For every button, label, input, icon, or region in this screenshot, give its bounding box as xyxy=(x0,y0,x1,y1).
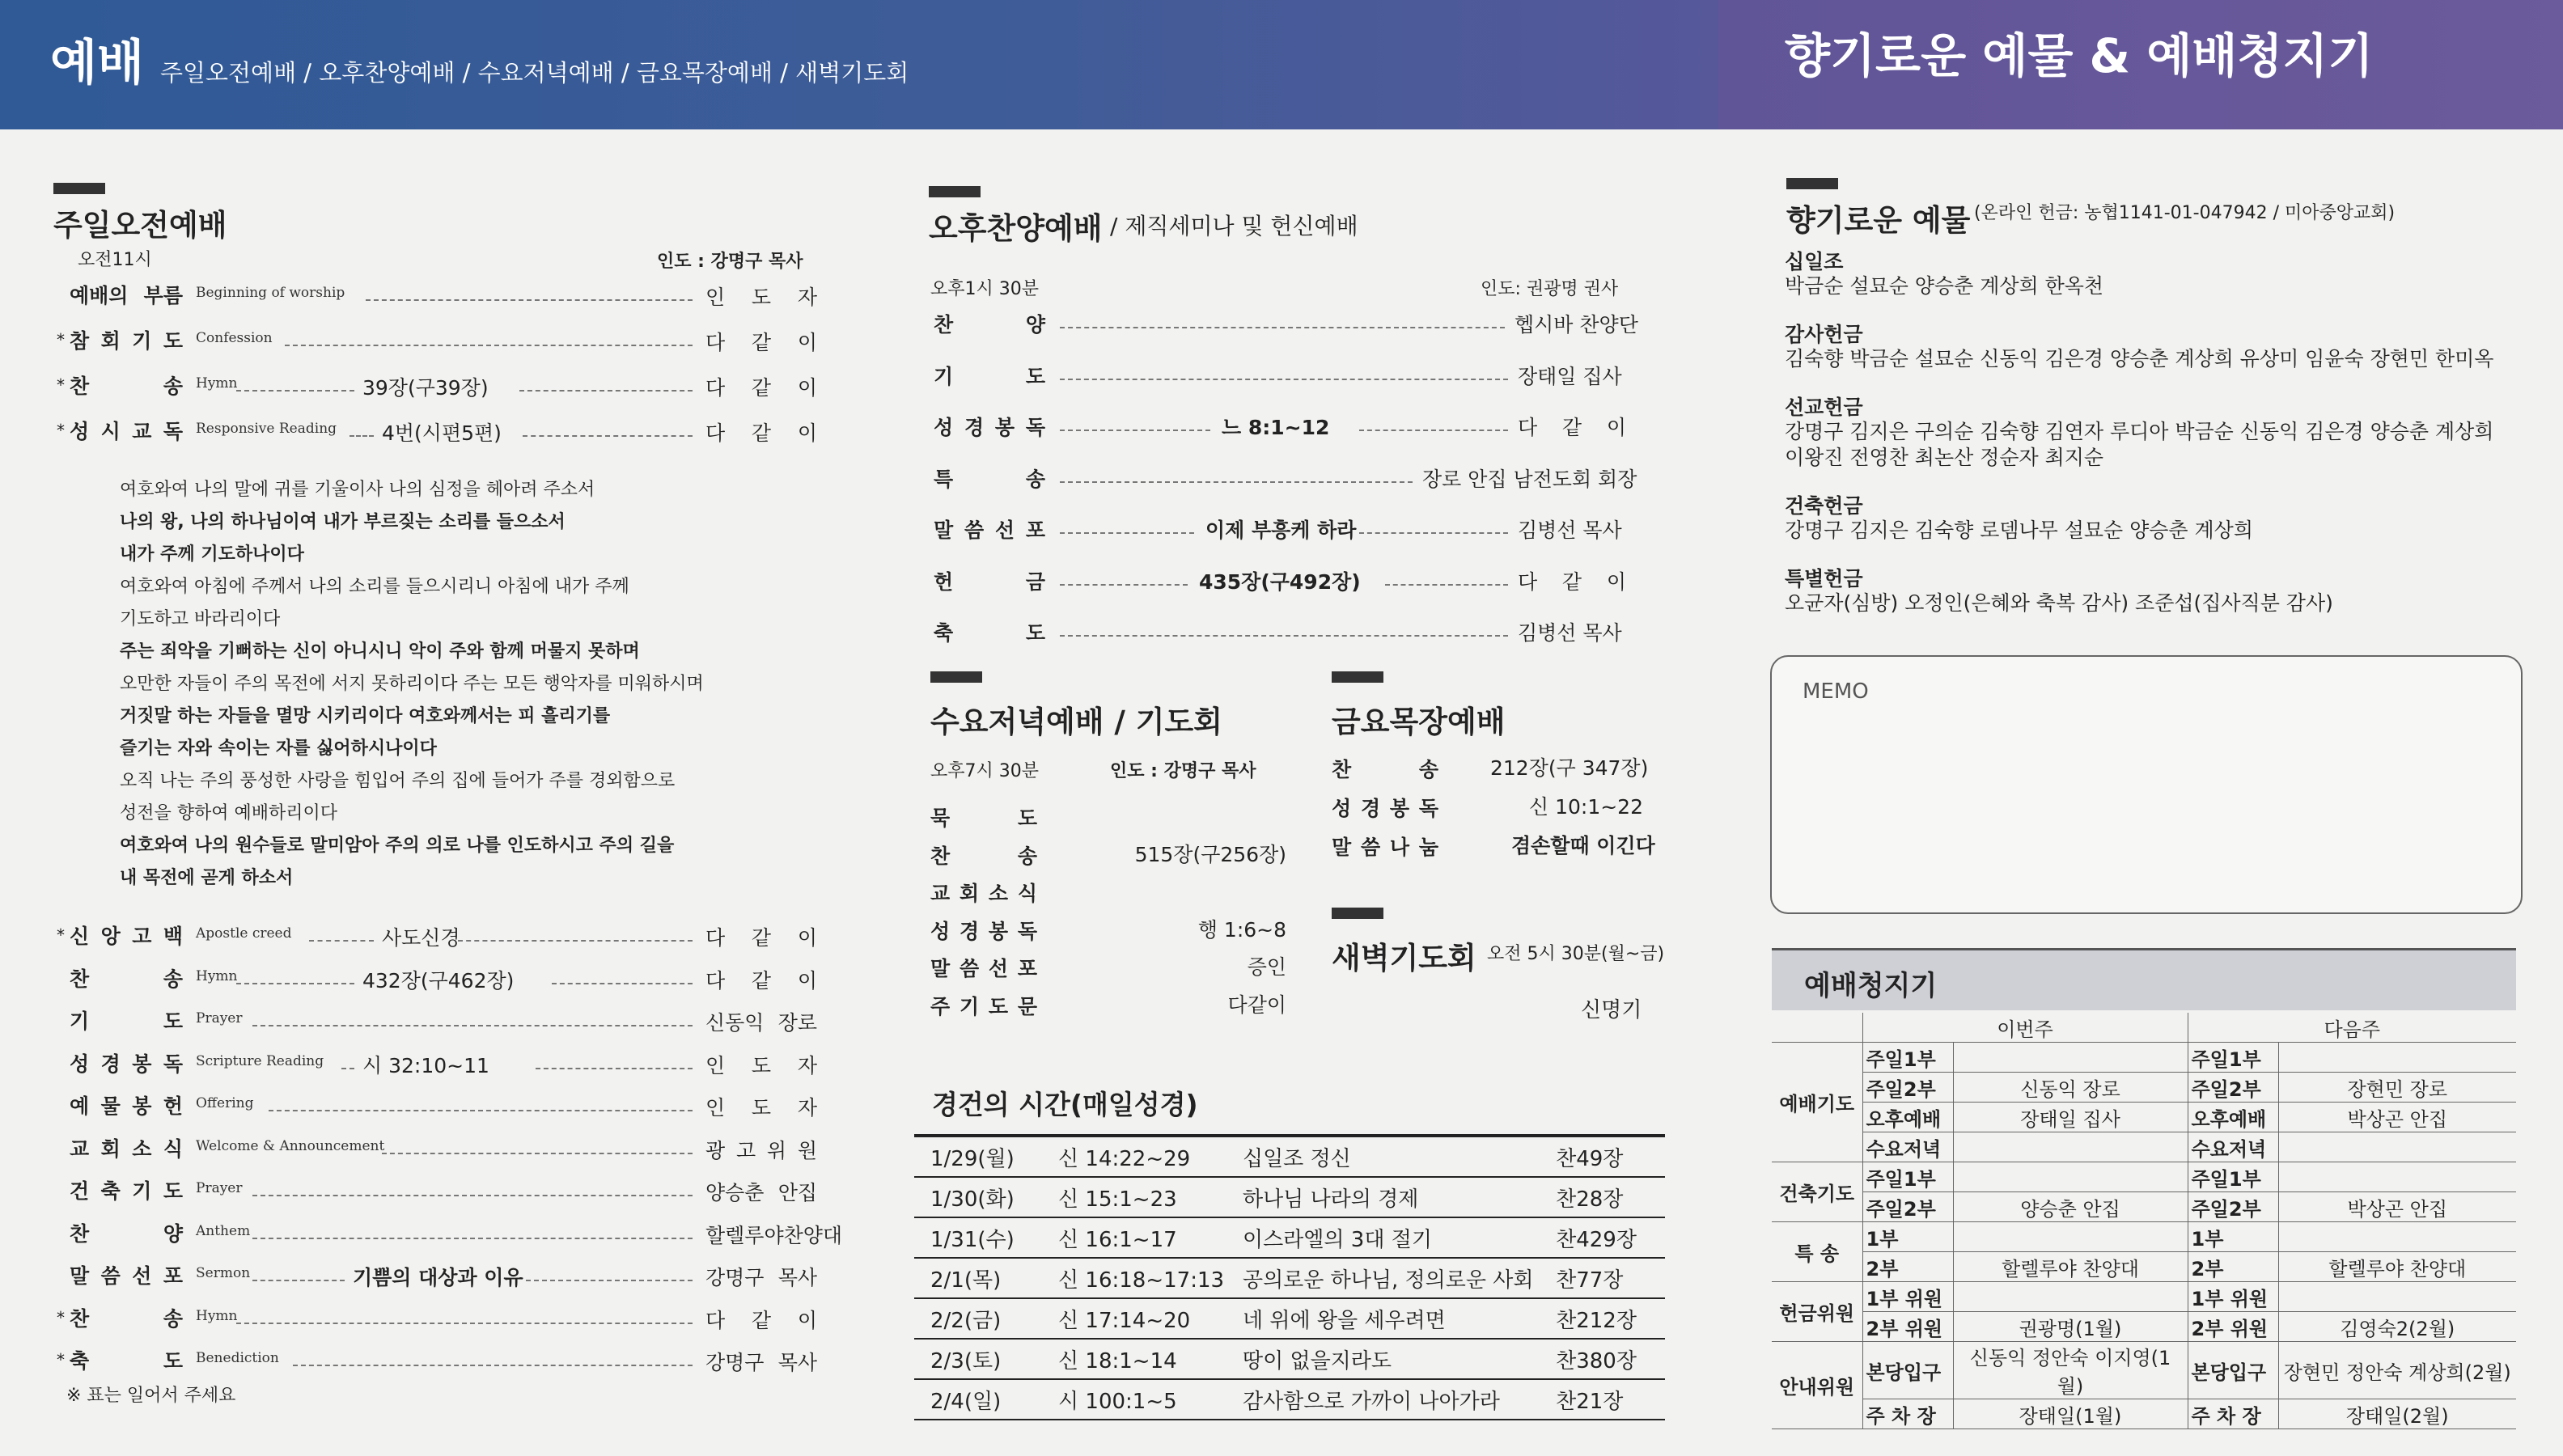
order-item-en: Beginning of worship xyxy=(196,285,345,301)
stewards-row xyxy=(1772,1312,2516,1342)
reading-line: 기도하고 바라리이다 xyxy=(120,609,281,629)
offering-group-label: 선교헌금 xyxy=(1785,396,1863,419)
stewards-category: 건축기도 xyxy=(1772,1162,1862,1222)
dawn-time: 오전 5시 30분(월~금) xyxy=(1487,944,1665,964)
order-item-leader: 신동익 장로 xyxy=(705,1011,817,1035)
pm-item-name: 기 도 xyxy=(934,364,1045,388)
leader-dots xyxy=(366,299,693,301)
reading-line: 여호와여 아침에 주께서 나의 소리를 들으시리니 아침에 내가 주께 xyxy=(120,577,629,597)
wednesday-title: 수요저녁예배 / 기도회 xyxy=(930,705,1222,739)
pm-item-detail: 이제 부흥케 하라 xyxy=(1205,518,1357,542)
wed-item-name: 찬 송 xyxy=(930,844,1037,868)
order-item-name: 찬 송 xyxy=(70,1306,183,1331)
devotion-date: 1/30(화) xyxy=(914,1177,1058,1217)
leader-dots xyxy=(1060,430,1210,431)
order-item-detail: 4번(시편5편) xyxy=(382,421,502,445)
fri-item-detail: 212장(구 347장) xyxy=(1490,756,1649,780)
order-item-en: Offering xyxy=(196,1095,254,1111)
stewards-title: 예배청지기 xyxy=(1804,970,1938,1002)
stewards-category: 특 송 xyxy=(1772,1222,1862,1282)
memo-box[interactable] xyxy=(1770,655,2523,914)
standing-mark: * xyxy=(57,375,65,395)
stewards-sub: 오후예배 xyxy=(1862,1103,1953,1132)
order-item-leader: 강명구 목사 xyxy=(705,1266,817,1289)
devotion-table xyxy=(914,1134,1665,1420)
stewards-next-week xyxy=(2278,1282,2516,1312)
order-item-leader: 할렐루야찬양대 xyxy=(705,1223,843,1247)
order-item-name: 찬 양 xyxy=(70,1221,183,1246)
header-title: 예배 xyxy=(50,35,144,91)
stewards-next-week xyxy=(2278,1162,2516,1192)
order-item-detail: 432장(구462장) xyxy=(362,968,515,993)
stewards-row xyxy=(1772,1162,2516,1192)
devotion-hymn: 찬212장 xyxy=(1556,1298,1665,1339)
order-item-leader: 다 같 이 xyxy=(705,926,817,950)
devotion-hymn: 찬49장 xyxy=(1556,1136,1665,1177)
stewards-this-week: 할렐루야 찬양대 xyxy=(1953,1252,2188,1282)
order-item-en: Prayer xyxy=(196,1180,243,1196)
pm-item-name: 말 씀 선 포 xyxy=(934,518,1045,542)
stewards-this-week xyxy=(1953,1282,2188,1312)
standing-note: ※ 표는 일어서 주세요 xyxy=(66,1386,236,1406)
offering-group-label: 감사헌금 xyxy=(1785,323,1863,346)
devotion-row xyxy=(914,1136,1665,1177)
stewards-next-week: 장현민 장로 xyxy=(2278,1073,2516,1103)
wed-item-name: 말 씀 선 포 xyxy=(930,957,1037,980)
wed-item-detail: 다같이 xyxy=(1227,993,1286,1017)
reading-line: 오만한 자들이 주의 목전에 서지 못하리이다 주는 모든 행악자를 미워하시며 xyxy=(120,674,704,694)
leader-dots xyxy=(269,1110,693,1111)
stewards-sub: 본당입구 xyxy=(1862,1342,1953,1399)
leader-dots xyxy=(1060,584,1188,586)
leader-dots xyxy=(1060,481,1413,483)
header-right-title: 향기로운 예물 & 예배청지기 xyxy=(1785,28,2374,83)
stewards-next-week xyxy=(2278,1132,2516,1162)
devotion-row xyxy=(914,1217,1665,1258)
stewards-sub-next: 본당입구 xyxy=(2188,1342,2278,1399)
order-item-en: Welcome & Announcement xyxy=(196,1137,385,1154)
order-item-name: 건 축 기 도 xyxy=(70,1179,183,1203)
stewards-sub: 주일1부 xyxy=(1862,1043,1953,1073)
order-item-name: 예 물 봉 헌 xyxy=(70,1094,183,1118)
devotion-date: 1/31(수) xyxy=(914,1217,1058,1258)
order-item-leader: 양승춘 안집 xyxy=(705,1181,817,1204)
order-item-en: Hymn xyxy=(196,967,238,984)
offering-names: 강명구 김지은 김숙향 로뎀나무 설묘순 양승춘 계상희 xyxy=(1785,518,2253,542)
stewards-next-week xyxy=(2278,1222,2516,1252)
stewards-this-week: 권광명(1월) xyxy=(1953,1312,2188,1342)
stewards-sub-next: 주일2부 xyxy=(2188,1192,2278,1222)
offering-group-label: 특별헌금 xyxy=(1785,567,1863,590)
stewards-next-week: 장현민 정안숙 계상희(2월) xyxy=(2278,1342,2516,1399)
stewards-sub-next: 주일1부 xyxy=(2188,1162,2278,1192)
offering-account: (온라인 헌금: 농협1141-01-047942 / 미아중앙교회) xyxy=(1974,203,2396,223)
order-item-leader: 인 도 자 xyxy=(705,1096,817,1120)
order-item-en: Hymn xyxy=(196,375,238,392)
wed-item-name: 성 경 봉 독 xyxy=(930,919,1037,943)
order-item-leader: 인 도 자 xyxy=(705,286,817,309)
devotion-row xyxy=(914,1177,1665,1217)
reading-line: 내가 주께 기도하나이다 xyxy=(120,544,304,565)
order-item-detail: 39장(구39장) xyxy=(362,376,489,400)
order-item-en: Hymn xyxy=(196,1307,238,1324)
order-item-en: Prayer xyxy=(196,1010,243,1026)
pm-item-detail: 느 8:1~12 xyxy=(1222,416,1330,439)
stewards-sub-next: 오후예배 xyxy=(2188,1103,2278,1132)
stewards-sub: 1부 위원 xyxy=(1862,1282,1953,1312)
order-item-name: 기 도 xyxy=(70,1009,183,1033)
offering-names: 이왕진 전영찬 최논산 정순자 최지순 xyxy=(1785,446,2104,469)
leader-dots xyxy=(293,1365,693,1366)
friday-title: 금요목장예배 xyxy=(1332,705,1506,739)
stewards-sub-next: 수요저녁 xyxy=(2188,1132,2278,1162)
order-item-leader: 다 같 이 xyxy=(705,1308,817,1332)
order-item-name: 성 경 봉 독 xyxy=(70,1052,183,1076)
devotion-ref: 신 18:1~14 xyxy=(1058,1339,1243,1379)
leader-dots xyxy=(523,435,693,437)
offering-names: 박금순 설묘순 양승춘 계상희 한옥천 xyxy=(1785,274,2104,298)
devotion-hymn: 찬429장 xyxy=(1556,1217,1665,1258)
devotion-ref: 신 16:1~17 xyxy=(1058,1217,1243,1258)
offering-names: 김숙향 박금순 설묘순 신동익 김은경 양승춘 계상희 유상미 임윤숙 장현민 한미옥 xyxy=(1785,347,2494,370)
reading-line: 주는 죄악을 기뻐하는 신이 아니시니 악이 주와 함께 머물지 못하며 xyxy=(120,641,640,662)
devotion-theme: 공의로운 하나님, 정의로운 사회 xyxy=(1243,1258,1556,1298)
sunday-pm-title: 오후찬양예배 xyxy=(929,211,1103,246)
stewards-row xyxy=(1772,1103,2516,1132)
standing-mark: * xyxy=(57,330,65,349)
leader-dots xyxy=(309,940,374,942)
order-item-name: 말 씀 선 포 xyxy=(70,1264,183,1288)
devotion-hymn: 찬28장 xyxy=(1556,1177,1665,1217)
fri-item-name: 성 경 봉 독 xyxy=(1332,797,1438,820)
leader-dots xyxy=(458,940,693,942)
fri-item-name: 찬 송 xyxy=(1332,758,1438,781)
pm-item-leader: 장로 안집 남전도회 회장 xyxy=(1422,467,1637,491)
reading-line: 여호와여 나의 말에 귀를 기울이사 나의 심정을 헤아려 주소서 xyxy=(120,480,595,500)
section-marker xyxy=(929,186,981,197)
pm-item-leader: 김병선 목사 xyxy=(1518,621,1622,645)
devotion-theme: 땅이 없을지라도 xyxy=(1243,1339,1556,1379)
devotion-theme: 십일조 정신 xyxy=(1243,1136,1556,1177)
offering-group-label: 건축헌금 xyxy=(1785,494,1863,518)
standing-mark: * xyxy=(57,925,65,945)
dawn-text: 신명기 xyxy=(1581,998,1642,1022)
leader-dots xyxy=(519,390,693,392)
wed-item-name: 교 회 소 식 xyxy=(930,882,1037,905)
section-marker xyxy=(53,183,105,194)
reading-line: 거짓말 하는 자들을 멸망 시키리이다 여호와께서는 피 흘리기를 xyxy=(120,706,611,726)
section-marker xyxy=(1332,671,1383,683)
devotion-theme: 이스라엘의 3대 절기 xyxy=(1243,1217,1556,1258)
stewards-this-week xyxy=(1953,1132,2188,1162)
order-item-leader: 강명구 목사 xyxy=(705,1351,817,1374)
leader-dots xyxy=(252,1025,693,1026)
fri-item-detail: 겸손할때 이긴다 xyxy=(1511,834,1655,857)
stewards-row xyxy=(1772,1399,2516,1429)
leader-dots xyxy=(285,345,693,346)
order-item-name: 신 앙 고 백 xyxy=(70,925,183,948)
order-item-leader: 다 같 이 xyxy=(705,331,817,354)
wed-item-detail: 증인 xyxy=(1247,955,1286,979)
standing-mark: * xyxy=(57,421,65,440)
stewards-sub: 수요저녁 xyxy=(1862,1132,1953,1162)
stewards-row xyxy=(1772,1192,2516,1222)
pm-item-leader: 다 같 이 xyxy=(1518,569,1626,594)
order-item-detail: 사도신경 xyxy=(382,926,460,950)
pm-item-name: 헌 금 xyxy=(934,569,1045,594)
stewards-next-week xyxy=(2278,1043,2516,1073)
order-item-leader: 다 같 이 xyxy=(705,421,817,445)
stewards-this-week: 양승춘 안집 xyxy=(1953,1192,2188,1222)
reading-line: 성전을 향하여 예배하리이다 xyxy=(120,803,338,823)
dawn-title: 새벽기도회 xyxy=(1332,941,1476,976)
devotion-row xyxy=(914,1379,1665,1420)
standing-mark: * xyxy=(57,1307,65,1327)
stewards-sub: 1부 xyxy=(1862,1222,1953,1252)
order-item-leader: 다 같 이 xyxy=(705,968,817,993)
order-item-name: 찬 송 xyxy=(70,375,183,398)
pm-item-name: 특 송 xyxy=(934,467,1045,491)
stewards-sub-next: 주일2부 xyxy=(2188,1073,2278,1103)
devotion-row xyxy=(914,1339,1665,1379)
devotion-date: 2/3(토) xyxy=(914,1339,1058,1379)
stewards-next-week: 박상곤 안집 xyxy=(2278,1192,2516,1222)
stewards-sub: 주 차 장 xyxy=(1862,1399,1953,1429)
stewards-sub-next: 주 차 장 xyxy=(2188,1399,2278,1429)
stewards-row xyxy=(1772,1282,2516,1312)
order-item-name: 찬 송 xyxy=(70,967,183,991)
reading-line: 내 목전에 곧게 하소서 xyxy=(120,868,294,888)
leader-dots xyxy=(236,390,354,392)
order-item-name: 성 시 교 독 xyxy=(70,420,183,443)
section-marker xyxy=(1786,178,1838,189)
stewards-next-week: 김영숙2(2월) xyxy=(2278,1312,2516,1342)
stewards-sub-next: 2부 위원 xyxy=(2188,1312,2278,1342)
fri-item-name: 말 씀 나 눔 xyxy=(1332,836,1438,859)
stewards-sub: 2부 위원 xyxy=(1862,1312,1953,1342)
pm-item-leader: 장태일 집사 xyxy=(1518,364,1622,388)
devotion-ref: 신 15:1~23 xyxy=(1058,1177,1243,1217)
stewards-sub-next: 주일1부 xyxy=(2188,1043,2278,1073)
wed-item-name: 주 기 도 문 xyxy=(930,994,1037,1018)
order-item-name: 참 회 기 도 xyxy=(70,329,183,353)
order-item-detail: 기쁨의 대상과 이유 xyxy=(353,1266,523,1289)
header-subtitle: 주일오전예배 / 오후찬양예배 / 수요저녁예배 / 금요목장예배 / 새벽기도회 xyxy=(160,59,909,87)
order-item-leader: 다 같 이 xyxy=(705,376,817,400)
order-item-en: Scripture Reading xyxy=(196,1052,324,1069)
stewards-this-week: 장태일(1월) xyxy=(1953,1399,2188,1429)
order-item-name: 교 회 소 식 xyxy=(70,1136,183,1161)
sunday-pm-leader: 인도: 권광명 권사 xyxy=(1481,279,1619,299)
wednesday-time: 오후7시 30분 xyxy=(930,761,1039,781)
leader-dots xyxy=(252,1280,345,1281)
leader-dots xyxy=(252,1195,693,1196)
devotion-ref: 신 14:22~29 xyxy=(1058,1136,1243,1177)
header-banner xyxy=(0,0,1718,129)
stewards-header xyxy=(1772,948,2516,1010)
stewards-next-week: 할렐루야 찬양대 xyxy=(2278,1252,2516,1282)
devotion-theme: 네 위에 왕을 세우려면 xyxy=(1243,1298,1556,1339)
leader-dots xyxy=(252,1238,693,1239)
stewards-sub: 주일2부 xyxy=(1862,1192,1953,1222)
sunday-pm-subtitle: / 제직세미나 및 헌신예배 xyxy=(1110,213,1358,239)
stewards-row xyxy=(1772,1043,2516,1073)
stewards-sub: 2부 xyxy=(1862,1252,1953,1282)
leader-dots xyxy=(1060,327,1505,328)
stewards-sub: 주일2부 xyxy=(1862,1073,1953,1103)
stewards-next-week: 박상곤 안집 xyxy=(2278,1103,2516,1132)
offering-group-label: 십일조 xyxy=(1785,250,1844,273)
pm-item-name: 축 도 xyxy=(934,621,1045,645)
wed-item-detail: 515장(구256장) xyxy=(1134,842,1286,866)
leader-dots xyxy=(350,435,374,437)
col-this-week: 이번주 xyxy=(1862,1013,2188,1043)
stewards-sub-next: 1부 위원 xyxy=(2188,1282,2278,1312)
devotion-ref: 시 100:1~5 xyxy=(1058,1379,1243,1420)
sunday-am-time: 오전11시 xyxy=(78,250,152,270)
stewards-row xyxy=(1772,1132,2516,1162)
reading-line: 나의 왕, 나의 하나님이여 내가 부르짖는 소리를 들으소서 xyxy=(120,512,566,532)
header-banner-right xyxy=(1718,0,2563,129)
offering-names: 강명구 김지은 구의순 김숙향 김연자 루디아 박금순 신동익 김은경 양승춘 계상희 xyxy=(1785,420,2494,443)
order-item-en: Confession xyxy=(196,330,273,346)
stewards-next-week: 장태일(2월) xyxy=(2278,1399,2516,1429)
order-item-leader: 인 도 자 xyxy=(705,1053,817,1077)
leader-dots xyxy=(1385,584,1508,586)
leader-dots xyxy=(536,1068,693,1069)
devotion-hymn: 찬380장 xyxy=(1556,1339,1665,1379)
wed-item-name: 묵 도 xyxy=(930,806,1037,830)
stewards-this-week xyxy=(1953,1043,2188,1073)
pm-item-leader: 김병선 목사 xyxy=(1518,518,1622,542)
devotion-theme: 하나님 나라의 경제 xyxy=(1243,1177,1556,1217)
order-item-en: Responsive Reading xyxy=(196,421,337,437)
stewards-row xyxy=(1772,1073,2516,1103)
stewards-sub-next: 1부 xyxy=(2188,1222,2278,1252)
order-item-en: Benediction xyxy=(196,1350,279,1366)
leader-dots xyxy=(382,1153,693,1154)
wednesday-leader: 인도 : 강명구 목사 xyxy=(1110,761,1256,781)
devotion-theme: 감사함으로 가까이 나아가라 xyxy=(1243,1379,1556,1420)
col-next-week: 다음주 xyxy=(2188,1013,2516,1043)
wed-item-detail: 행 1:6~8 xyxy=(1197,917,1286,942)
stewards-category: 예배기도 xyxy=(1772,1043,1862,1162)
offering-title: 향기로운 예물 xyxy=(1786,203,1971,238)
stewards-table xyxy=(1772,1013,2516,1429)
section-marker xyxy=(930,671,982,683)
order-item-en: Anthem xyxy=(196,1222,251,1239)
devotion-date: 2/4(일) xyxy=(914,1379,1058,1420)
stewards-row xyxy=(1772,1252,2516,1282)
order-item-en: Sermon xyxy=(196,1265,251,1281)
devotion-hymn: 찬77장 xyxy=(1556,1258,1665,1298)
leader-dots xyxy=(1060,532,1194,534)
stewards-this-week xyxy=(1953,1222,2188,1252)
stewards-this-week xyxy=(1953,1162,2188,1192)
stewards-row xyxy=(1772,1342,2516,1399)
order-item-name: 예배의 부름 xyxy=(70,284,183,307)
pm-item-name: 찬 양 xyxy=(934,313,1045,336)
stewards-this-week: 신동익 정안숙 이지영(1월) xyxy=(1953,1342,2188,1399)
stewards-category: 안내위원 xyxy=(1772,1342,1862,1429)
leader-dots xyxy=(552,983,693,984)
leader-dots xyxy=(1359,430,1508,431)
leader-dots xyxy=(526,1280,693,1281)
pm-item-name: 성 경 봉 독 xyxy=(934,416,1045,439)
fri-item-detail: 신 10:1~22 xyxy=(1529,795,1643,819)
devotion-title: 경건의 시간(매일성경) xyxy=(932,1089,1198,1120)
devotion-date: 2/2(금) xyxy=(914,1298,1058,1339)
stewards-category: 헌금위원 xyxy=(1772,1282,1862,1342)
reading-line: 여호와여 나의 원수들로 말미암아 주의 의로 나를 인도하시고 주의 길을 xyxy=(120,836,675,856)
leader-dots xyxy=(236,983,354,984)
order-item-name: 축 도 xyxy=(70,1349,183,1373)
reading-line: 오직 나는 주의 풍성한 사랑을 힘입어 주의 집에 들어가 주를 경외함으로 xyxy=(120,771,676,791)
order-item-en: Apostle creed xyxy=(196,925,292,942)
leader-dots xyxy=(236,1323,693,1324)
order-item-leader: 광 고 위 원 xyxy=(705,1138,817,1162)
sunday-am-leader: 인도 : 강명구 목사 xyxy=(657,252,803,272)
stewards-sub: 주일1부 xyxy=(1862,1162,1953,1192)
offering-names: 오균자(심방) 오정인(은혜와 축복 감사) 조준섭(집사직분 감사) xyxy=(1785,591,2333,615)
devotion-date: 2/1(목) xyxy=(914,1258,1058,1298)
leader-dots xyxy=(1060,635,1508,637)
devotion-row xyxy=(914,1258,1665,1298)
devotion-row xyxy=(914,1298,1665,1339)
stewards-this-week: 신동익 장로 xyxy=(1953,1073,2188,1103)
leader-dots xyxy=(1060,379,1508,380)
order-item-detail: 시 32:10~11 xyxy=(362,1053,489,1077)
devotion-hymn: 찬21장 xyxy=(1556,1379,1665,1420)
devotion-ref: 신 16:18~17:13 xyxy=(1058,1258,1243,1298)
memo-label: MEMO xyxy=(1803,679,1869,704)
leader-dots xyxy=(341,1068,354,1069)
devotion-date: 1/29(월) xyxy=(914,1136,1058,1177)
stewards-this-week: 장태일 집사 xyxy=(1953,1103,2188,1132)
sunday-am-title: 주일오전예배 xyxy=(53,208,227,243)
section-marker xyxy=(1332,908,1383,919)
standing-mark: * xyxy=(57,1350,65,1369)
stewards-row xyxy=(1772,1222,2516,1252)
leader-dots xyxy=(1359,532,1508,534)
pm-item-leader: 헵시바 찬양단 xyxy=(1514,313,1638,336)
sunday-pm-time: 오후1시 30분 xyxy=(930,279,1039,299)
pm-item-leader: 다 같 이 xyxy=(1518,416,1626,439)
pm-item-detail: 435장(구492장) xyxy=(1199,569,1361,594)
reading-line: 즐기는 자와 속이는 자를 싫어하시나이다 xyxy=(120,739,437,759)
stewards-sub-next: 2부 xyxy=(2188,1252,2278,1282)
devotion-ref: 신 17:14~20 xyxy=(1058,1298,1243,1339)
